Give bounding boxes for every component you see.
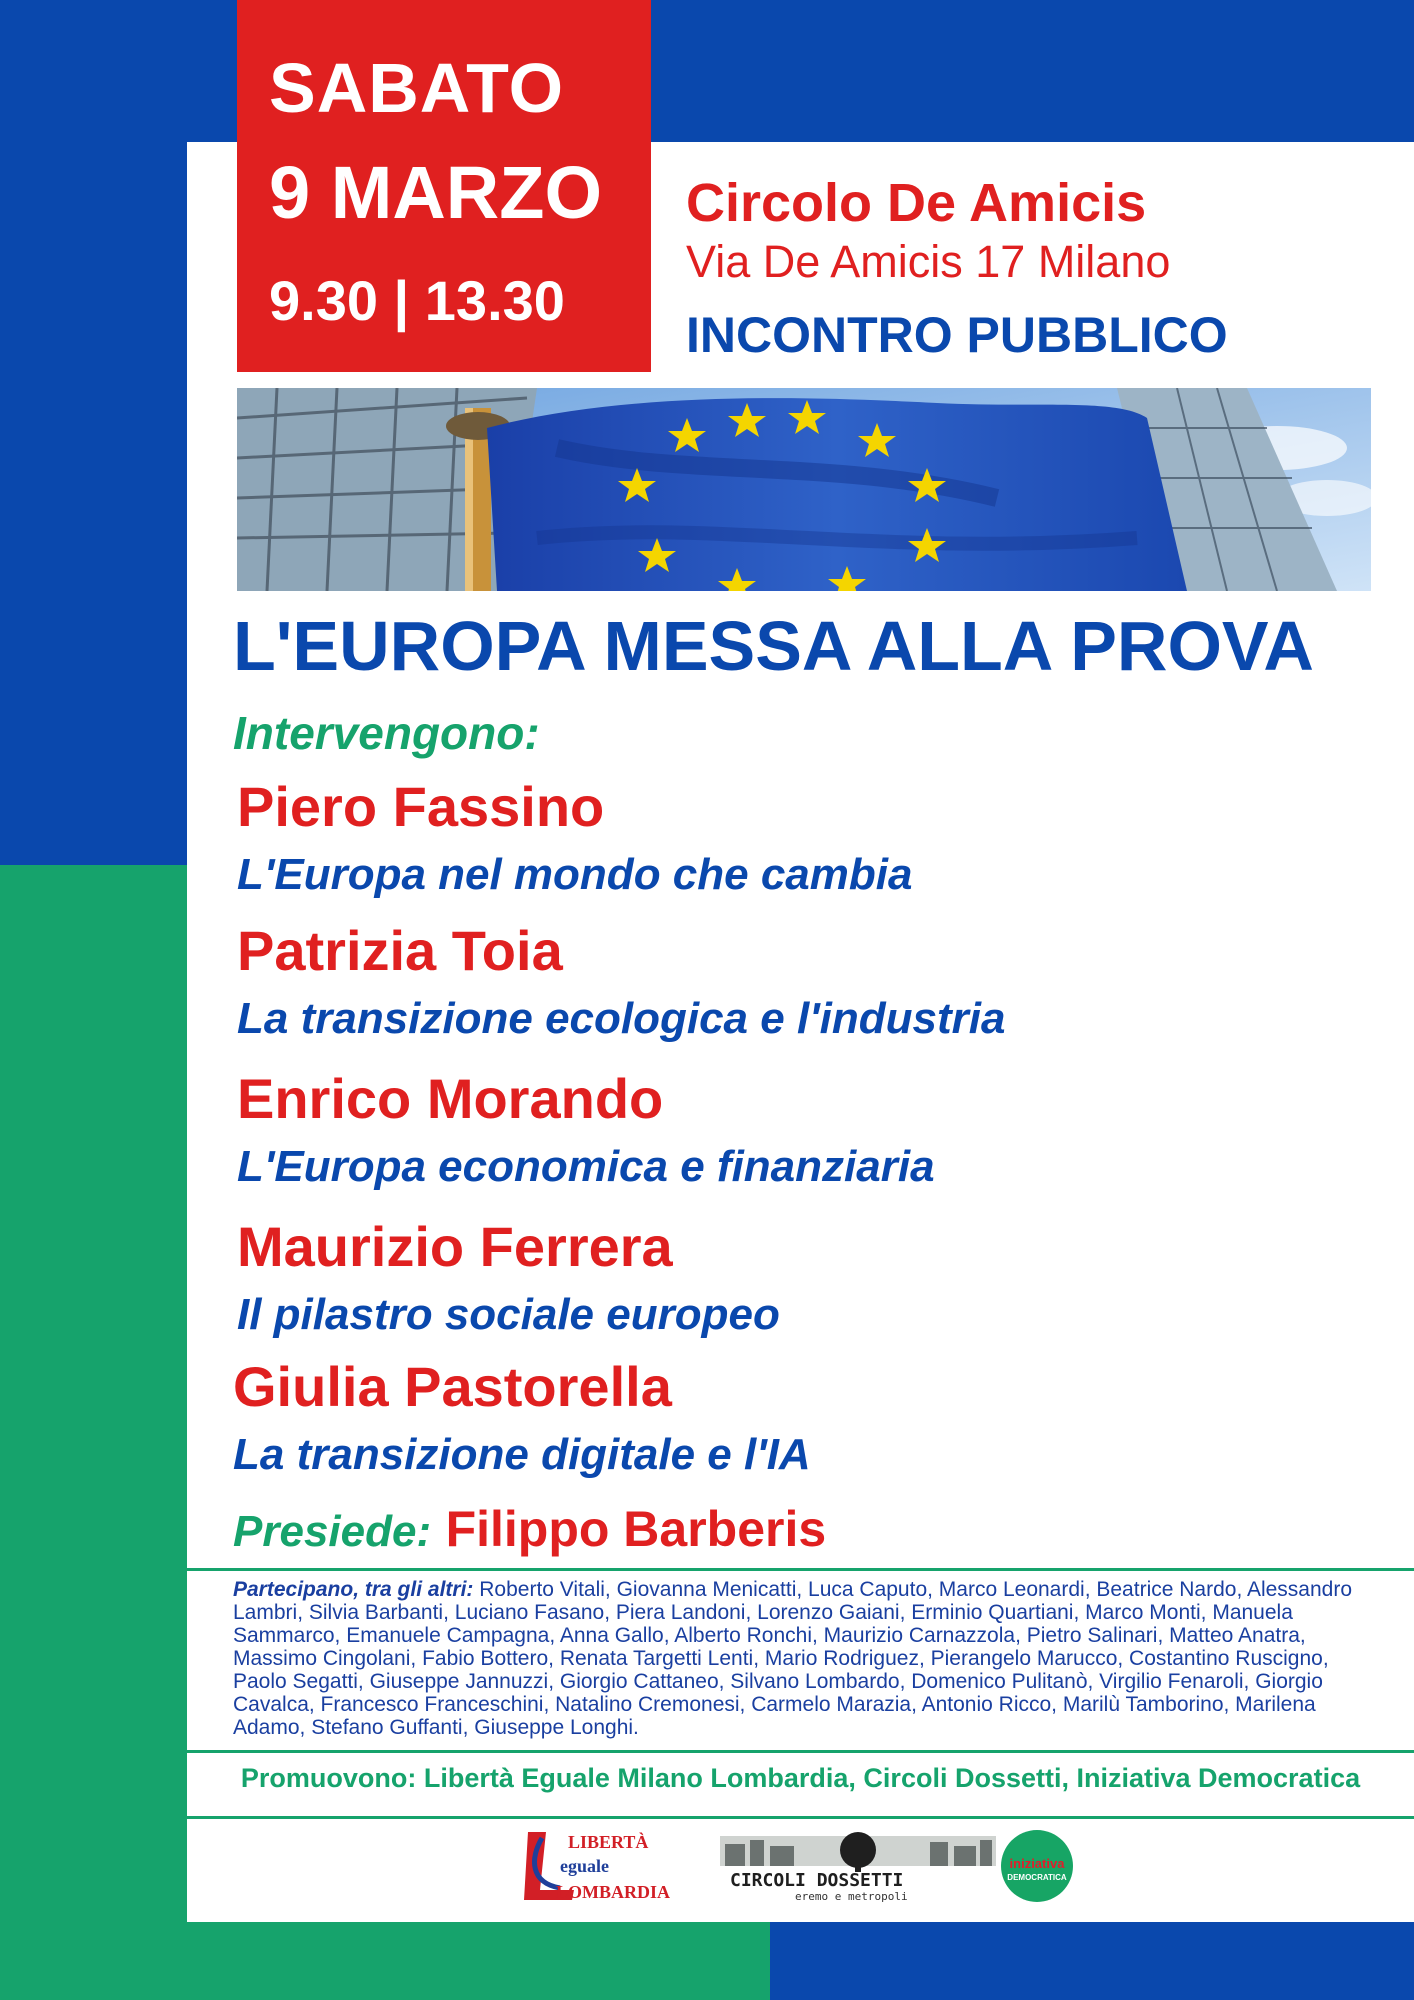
venue-address: Via De Amicis 17 Milano (686, 236, 1171, 287)
svg-text:DEMOCRATICA: DEMOCRATICA (1007, 1873, 1067, 1882)
chair-name: Filippo Barberis (445, 1501, 827, 1557)
speaker-name: Enrico Morando (237, 1067, 664, 1130)
venue-name: Circolo De Amicis (686, 173, 1147, 233)
svg-text:eguale: eguale (560, 1856, 609, 1876)
circoli-dossetti-logo (720, 1832, 996, 1903)
speaker-topic: La transizione digitale e l'IA (233, 1430, 811, 1479)
svg-text:LIBERTÀ: LIBERTÀ (568, 1832, 649, 1852)
logos-row (520, 1828, 1080, 1908)
divider (187, 1568, 1414, 1571)
chair (233, 1500, 826, 1558)
speaker-topic: Il pilastro sociale europeo (237, 1290, 780, 1339)
svg-text:CIRCOLI DOSSETTI: CIRCOLI DOSSETTI (730, 1870, 904, 1891)
eu-flag-photo (237, 388, 1371, 591)
date-box (237, 0, 651, 372)
chair-label: Presiede: (233, 1507, 432, 1556)
speaker-name: Piero Fassino (237, 775, 605, 838)
participants (233, 1578, 1373, 1739)
svg-text:iniziativa: iniziativa (1009, 1856, 1065, 1871)
background-blue-bottom (770, 1920, 1414, 2000)
svg-text:LOMBARDIA: LOMBARDIA (556, 1882, 671, 1902)
speakers-label: Intervengono: (233, 707, 540, 759)
divider (187, 1816, 1414, 1819)
event-time: 9.30 | 13.30 (269, 269, 565, 332)
speaker-topic: L'Europa nel mondo che cambia (237, 850, 913, 899)
event-date: 9 MARZO (269, 151, 602, 234)
speaker-name: Giulia Pastorella (233, 1355, 672, 1418)
event-type: INCONTRO PUBBLICO (686, 307, 1228, 363)
speaker-name: Patrizia Toia (237, 919, 563, 982)
promoters: Promuovono: Libertà Eguale Milano Lombardia, Circoli Dossetti, Iniziativa Democratica (240, 1763, 1361, 1793)
speaker-topic: L'Europa economica e finanziaria (237, 1142, 935, 1191)
svg-text:eremo e metropoli: eremo e metropoli (795, 1890, 908, 1903)
speaker-name: Maurizio Ferrera (237, 1215, 673, 1278)
participants-label: Partecipano, tra gli altri: (233, 1578, 474, 1601)
liberta-eguale-logo (524, 1831, 670, 1902)
event-day: SABATO (269, 49, 565, 127)
event-title: L'EUROPA MESSA ALLA PROVA (233, 607, 1314, 685)
iniziativa-democratica-logo (1001, 1830, 1073, 1902)
participants-list: Roberto Vitali, Giovanna Menicatti, Luca Caputo, Marco Leonardi, Beatrice Nardo, Alessandro Lambri, Silvia Barbanti, Luciano Fasano, Piera Landoni, Lorenzo Gaiani, Erminio Quartiani, Marco Monti, Manuela Sammarco, Emanuele Campagna, Anna Gallo, Alberto Ronchi, Maurizio Carnazzola, Pietro Salinari, Matteo Anatra, Massimo Cingolani, Fabio Bottero, Renata Targetti Lenti, Mario Rodriguez, Pierangelo Marucco, Costantino Ruscigno, Paolo Segatti, Giuseppe Jannuzzi, Giorgio Cattaneo, Silvano Lombardo, Domenico Pulitanò, Virgilio Fenaroli, Giorgio Cavalca, Francesco Franceschini, Natalino Cremonesi, Carmelo Marazia, Antonio Ricco, Marilù Tamborino, Marilena Adamo, Stefano Guffanti, Giuseppe Longhi. (233, 1578, 1353, 1739)
divider (187, 1750, 1414, 1753)
speaker-topic: La transizione ecologica e l'industria (237, 994, 1006, 1043)
